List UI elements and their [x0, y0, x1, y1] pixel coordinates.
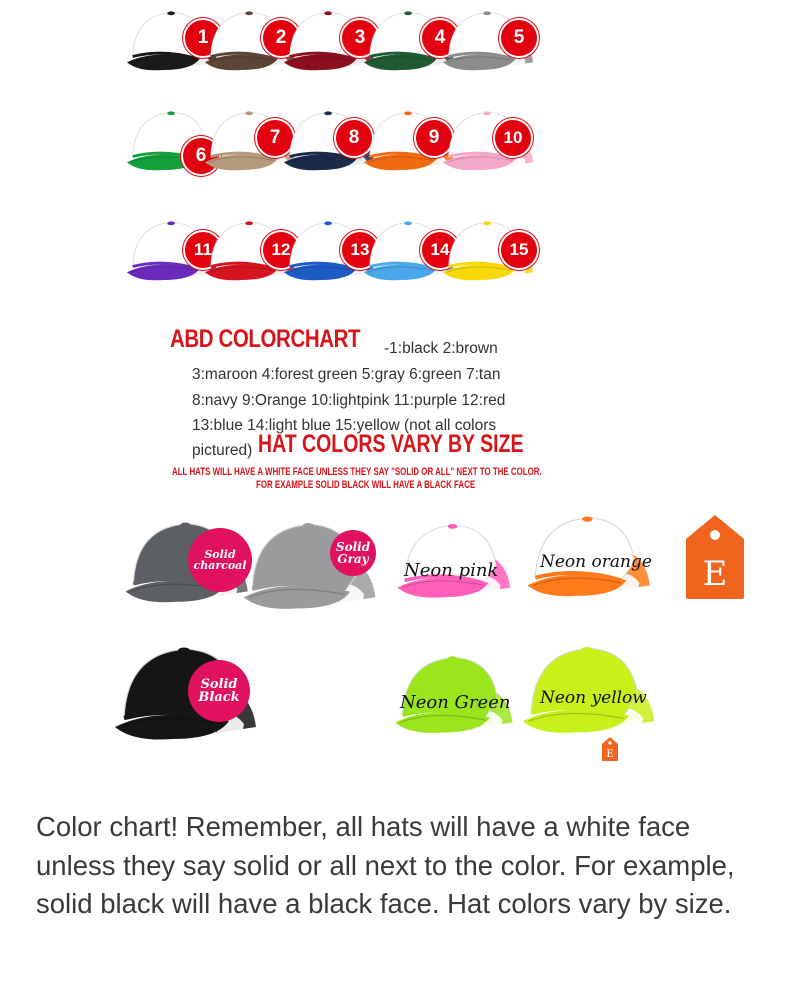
- legend-line-4: 13:blue 14:light blue 15:yellow (not all colors: [192, 417, 497, 434]
- hat-15: [441, 216, 537, 299]
- neon-hat-label: Neon orange: [540, 552, 652, 572]
- hat-number-badge: 11: [183, 230, 223, 270]
- legend-line-1: -1:black 2:brown: [384, 340, 498, 357]
- hat-number-badge: 9: [414, 118, 454, 158]
- hat-colors-vary-note: HAT COLORS VARY BY SIZE: [258, 430, 524, 458]
- hat-number-badge: 10: [493, 118, 533, 158]
- hat-number-badge: 2: [261, 18, 301, 58]
- solid-label-line-1: Solid: [335, 540, 371, 554]
- neon-hat-label: Neon pink: [404, 560, 499, 581]
- hat-number-badge: 6: [181, 136, 221, 176]
- hat-5: [441, 6, 537, 89]
- listing-caption: Color chart! Remember, all hats will have a white face unless they say solid or all next to the color. For example, solid black will have a black face. Hat colors vary by size.: [36, 811, 735, 919]
- hat-number-badge: 1: [183, 18, 223, 58]
- fine-print-1: ALL HATS WILL HAVE A WHITE FACE UNLESS THEY SAY "SOLID OR ALL" NEXT TO THE COLOR.: [172, 466, 542, 478]
- legend-line-5: pictured): [192, 442, 253, 459]
- neon-hat-label: Neon yellow: [540, 688, 647, 708]
- hat-number-badge: 14: [420, 230, 460, 270]
- solid-gray-label: [330, 530, 376, 576]
- solid-black-label: [188, 660, 250, 722]
- neon-hat-label: Neon Green: [400, 692, 511, 713]
- solid-label-line-2: Black: [198, 690, 240, 705]
- small-etsy-tag-letter: E: [606, 749, 614, 760]
- etsy-tag-icon: [684, 513, 746, 601]
- hat-number-badge: 5: [499, 18, 539, 58]
- solid-label-line-2: charcoal: [193, 559, 247, 572]
- legend-line-2: 3:maroon 4:forest green 5:gray 6:green 7:tan: [192, 366, 501, 383]
- hat-number-badge: 12: [261, 230, 301, 270]
- fine-print-2: FOR EXAMPLE SOLID BLACK WILL HAVE A BLACK FACE: [256, 479, 476, 491]
- hat-number-badge: 8: [334, 118, 374, 158]
- solid-label-line-2: Gray: [337, 552, 369, 566]
- solid-label-line-1: Solid: [204, 548, 236, 561]
- hat-number-badge: 7: [255, 118, 295, 158]
- legend-line-3: 8:navy 9:Orange 10:lightpink 11:purple 12:red: [192, 392, 506, 409]
- hat-number-badge: 3: [340, 18, 380, 58]
- chart-title: ABD COLORCHART: [170, 325, 361, 353]
- hat-number-badge: 4: [420, 18, 460, 58]
- hat-number-badge: 15: [499, 230, 539, 270]
- solid-label-line-1: Solid: [200, 677, 238, 692]
- etsy-tag-letter: E: [702, 554, 728, 594]
- small-etsy-tag-icon: [601, 736, 619, 762]
- hat-number-badge: 13: [340, 230, 380, 270]
- hat-10: [441, 106, 537, 189]
